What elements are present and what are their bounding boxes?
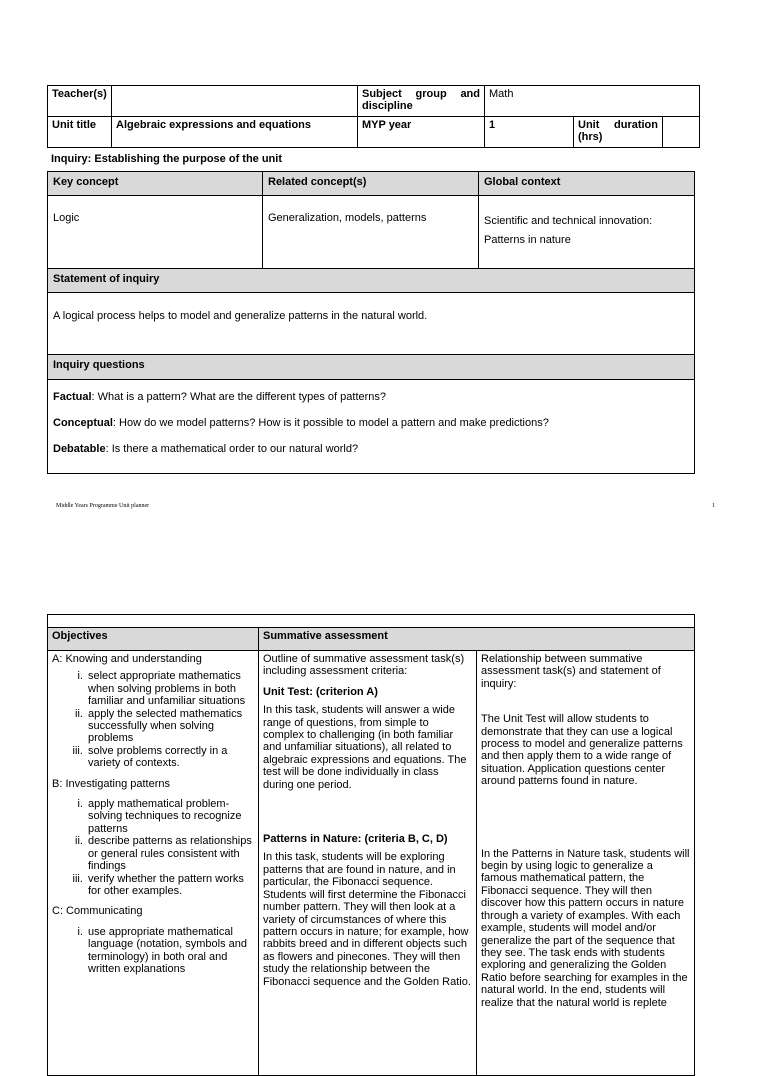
subject-label-word-3: and bbox=[460, 88, 480, 100]
criterion-b-title: B: Investigating patterns bbox=[52, 777, 171, 790]
subject-label-word-1: Subject bbox=[362, 88, 402, 100]
teacher-value bbox=[112, 86, 358, 117]
relationship-patterns-task: In the Patterns in Nature task, students will begin by using logic to generalize a famous mathematical pattern, the Fibonacci sequence. They will then discover how this pattern occurs in nature through a variety of examples. With each example, students will model and/or generalize the part of the sequence that they see. The task ends with students exploring and generalizing the Golden Ratio before searching for examples in the natural world. In the end, students will realize that the natural world is replete bbox=[481, 847, 690, 1009]
list-item: iii. verify whether the pattern works for other examples. bbox=[86, 873, 254, 898]
subject-label-word-2: group bbox=[415, 88, 447, 100]
patterns-task-title: Patterns in Nature: (criteria B, C, D) bbox=[263, 833, 448, 846]
list-item: iii. solve problems correctly in a variety of contexts. bbox=[86, 745, 254, 770]
list-item: ii. describe patterns as relationships or general rules consistent with findings bbox=[86, 835, 254, 872]
objectives-cell bbox=[48, 651, 259, 1076]
criterion-c-title: C: Communicating bbox=[52, 905, 143, 918]
unit-test-title: Unit Test: (criterion A) bbox=[263, 685, 378, 698]
list-item: i. select appropriate mathematics when solving problems in both familiar and unfamiliar situations bbox=[86, 670, 254, 707]
related-concepts-value: Generalization, models, patterns bbox=[263, 196, 479, 269]
factual-question: Factual: What is a pattern? What are the different types of patterns? bbox=[53, 391, 387, 403]
table-top-row bbox=[48, 615, 695, 628]
global-context-line-2: Patterns in nature bbox=[484, 234, 571, 246]
objectives-header: Objectives bbox=[48, 628, 259, 651]
unit-title-label: Unit title bbox=[48, 117, 112, 148]
myp-year-value: 1 bbox=[485, 117, 574, 148]
criterion-b-list bbox=[52, 798, 254, 897]
subject-value: Math bbox=[485, 86, 700, 117]
teacher-label: Teacher(s) bbox=[48, 86, 112, 117]
list-item: ii. apply the selected mathematics successfully when solving problems bbox=[86, 708, 254, 745]
inquiry-questions bbox=[48, 380, 695, 474]
inquiry-questions-header: Inquiry questions bbox=[48, 355, 695, 380]
relationship-label: Relationship between summative assessment task(s) and statement of inquiry: bbox=[481, 653, 661, 690]
global-context-value bbox=[479, 196, 695, 269]
list-item: i. apply mathematical problem-solving techniques to recognize patterns bbox=[86, 798, 254, 835]
criterion-c-list bbox=[52, 926, 254, 976]
unit-duration-value bbox=[663, 117, 700, 148]
duration-label-line-2: (hrs) bbox=[578, 131, 603, 143]
global-context-line-1: Scientific and technical innovation: bbox=[484, 215, 653, 227]
relationship-cell bbox=[477, 651, 695, 1076]
subject-label-line-2: discipline bbox=[362, 100, 413, 112]
patterns-task-description: In this task, students will be exploring patterns that are found in nature, and in particular, the Fibonacci sequence. Students will first determine the Fibonacci number pattern. They will then look at a variety of circumstances of where this pattern occurs in nature; for example, how rabbits breed and in different objects such as flowers and pinecones. They will then study the relationship between the Fibonacci sequence and the Golden Ratio. bbox=[263, 851, 471, 988]
key-concept-header: Key concept bbox=[48, 172, 263, 196]
duration-label-word-1: Unit bbox=[578, 119, 600, 131]
inquiry-section-heading: Inquiry: Establishing the purpose of the unit bbox=[51, 153, 282, 165]
key-concept-value: Logic bbox=[48, 196, 263, 269]
conceptual-question: Conceptual: How do we model patterns? How is it possible to model a pattern and make predictions? bbox=[53, 417, 549, 429]
related-concepts-header: Related concept(s) bbox=[263, 172, 479, 196]
statement-of-inquiry-header: Statement of inquiry bbox=[48, 269, 695, 293]
statement-of-inquiry: A logical process helps to model and generalize patterns in the natural world. bbox=[48, 293, 695, 355]
outline-label: Outline of summative assessment task(s) including assessment criteria: bbox=[263, 653, 465, 678]
unit-title-value: Algebraic expressions and equations bbox=[112, 117, 358, 148]
summative-assessment-header: Summative assessment bbox=[259, 628, 695, 651]
summative-tasks-cell bbox=[259, 651, 477, 1076]
unit-duration-label bbox=[574, 117, 663, 148]
unit-test-description: In this task, students will answer a wide range of questions, from simple to complex to challenging (in both familiar and unfamiliar situations), all related to algebraic expressions and equations. The test will be done individually in class during one period. bbox=[263, 704, 467, 791]
subject-group-label bbox=[358, 86, 485, 117]
page-number: 1 bbox=[712, 503, 715, 509]
myp-year-label: MYP year bbox=[358, 117, 485, 148]
objectives-assessment-table bbox=[47, 614, 695, 1076]
list-item: i. use appropriate mathematical language (notation, symbols and terminology) in both oral and written explanations bbox=[86, 926, 254, 976]
page-footer: Middle Years Programme Unit planner bbox=[56, 503, 150, 509]
criterion-a-title: A: Knowing and understanding bbox=[52, 653, 202, 665]
duration-label-word-2: duration bbox=[614, 119, 658, 131]
global-context-header: Global context bbox=[479, 172, 695, 196]
relationship-unit-test: The Unit Test will allow students to demonstrate that they can use a logical process to model and generalize patterns and then apply them to a wide range of situation. Application questions center around patterns found in nature. bbox=[481, 713, 683, 788]
inquiry-table bbox=[47, 171, 695, 474]
unit-header-table bbox=[47, 85, 700, 148]
debatable-question: Debatable: Is there a mathematical order to our natural world? bbox=[53, 443, 359, 455]
criterion-a-list bbox=[52, 670, 254, 769]
